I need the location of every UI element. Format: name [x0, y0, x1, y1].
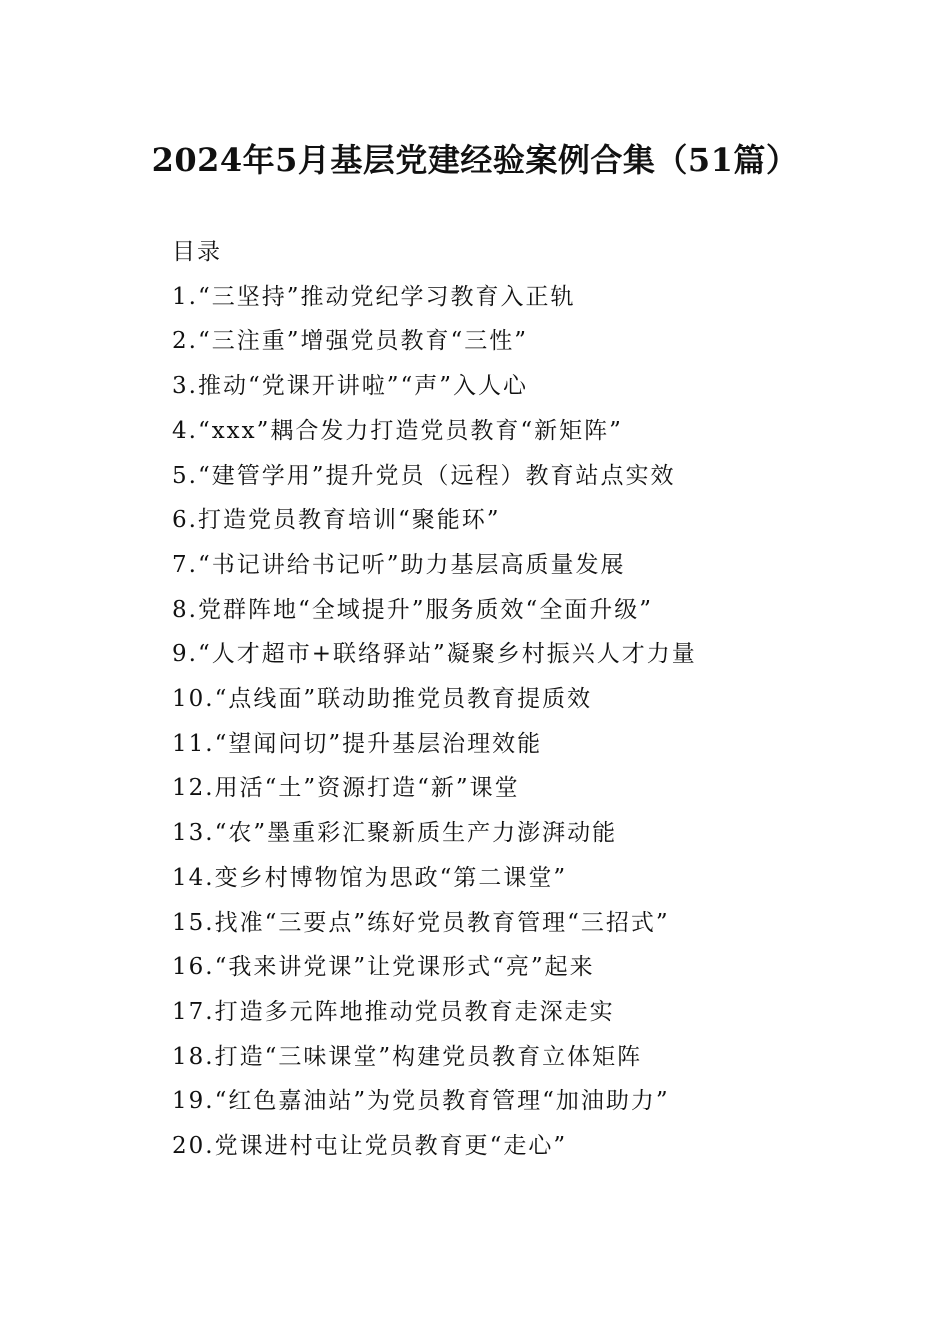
- toc-item: 3.推动“党课开讲啦”“声”入人心: [172, 373, 528, 400]
- toc-item: 14.变乡村博物馆为思政“第二课堂”: [172, 864, 568, 891]
- toc-heading: 目录: [172, 239, 222, 265]
- toc-item: 12.用活“土”资源打造“新”课堂: [172, 775, 520, 802]
- toc-list: [172, 275, 892, 1169]
- toc-item: 5.“建管学用”提升党员（远程）教育站点实效: [172, 462, 676, 489]
- toc-item: 1.“三坚持”推动党纪学习教育入正轨: [172, 283, 576, 310]
- toc-item: 11.“望闻问切”提升基层治理效能: [172, 730, 543, 757]
- toc-item: 15.找准“三要点”练好党员教育管理“三招式”: [172, 909, 670, 936]
- toc-item: 4.“xxx”耦合发力打造党员教育“新矩阵”: [172, 417, 623, 444]
- toc-item: 6.打造党员教育培训“聚能环”: [172, 507, 501, 534]
- document-title: 2024年5月基层党建经验案例合集（51篇）: [151, 141, 799, 179]
- toc-item: 7.“书记讲给书记听”助力基层高质量发展: [172, 551, 626, 578]
- toc-item: 19.“红色嘉油站”为党员教育管理“加油助力”: [172, 1088, 670, 1115]
- toc-item: 17.打造多元阵地推动党员教育走深走实: [172, 998, 615, 1025]
- table-of-contents: [172, 230, 892, 1169]
- toc-item: 13.“农”墨重彩汇聚新质生产力澎湃动能: [172, 820, 618, 847]
- toc-item: 2.“三注重”增强党员教育“三性”: [172, 328, 528, 355]
- toc-item: 20.党课进村屯让党员教育更“走心”: [172, 1133, 568, 1160]
- toc-item: 16.“我来讲党课”让党课形式“亮”起来: [172, 954, 595, 981]
- toc-item: 10.“点线面”联动助推党员教育提质效: [172, 686, 593, 713]
- toc-item: 8.党群阵地“全域提升”服务质效“全面升级”: [172, 596, 653, 623]
- toc-item: 9.“人才超市+联络驿站”凝聚乡村振兴人才力量: [172, 641, 697, 668]
- toc-item: 18.打造“三味课堂”构建党员教育立体矩阵: [172, 1043, 643, 1070]
